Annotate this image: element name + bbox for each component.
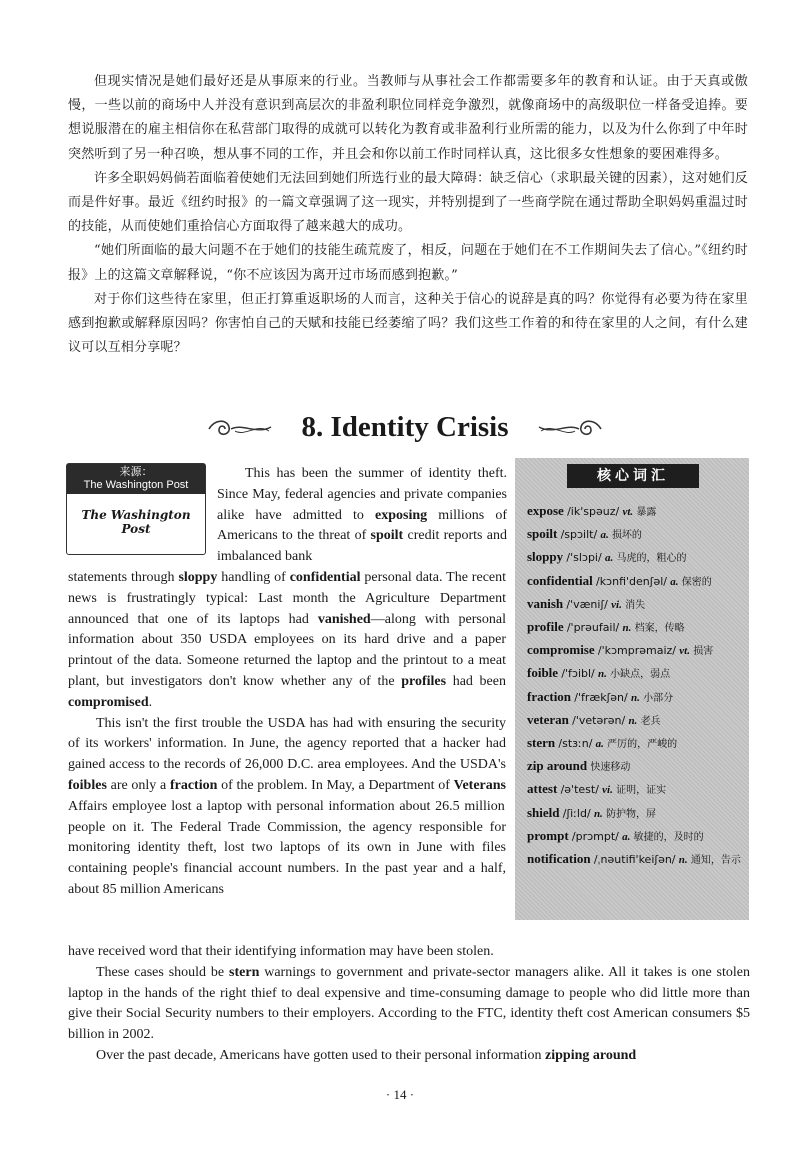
vocab-meaning: 防护物，屏 [606,808,657,820]
vocab-item [527,523,743,546]
vocab-highlight: sloppy [178,570,218,585]
newspaper-logo: The Washington Post [81,508,191,536]
vocab-item [527,639,743,662]
vocabulary-box [515,458,749,920]
chinese-paragraph: 但现实情况是她们最好还是从事原来的行业。当教师与从事社会工作都需要多年的教育和认证。由于天真或傲慢，一些以前的商场中人并没有意识到高层次的非盈利职位同样竞争激烈，就像商场中的高级职位一样备受追捧。要想说服潜在的雇主相信你在私营部门取得的成就可以转化为教育或非盈利行业所需的能力，以及为什么你到了中年时突然听到了另一种召唤，想从事不同的工作，并且会和你以前工作时同样认真，这比很多女性想象的要困难得多。 [68,74,748,162]
vocab-item [527,662,743,685]
vocab-meaning: 保密的 [681,576,712,588]
chinese-text-section [68,70,748,360]
article-body-full [68,942,750,1067]
vocab-highlight: stern [229,964,260,980]
vocab-meaning: 严厉的，严峻的 [607,739,678,751]
vocab-pos: a. [670,575,679,588]
vocab-meaning: 暴露 [636,507,657,518]
page-number: · 14 · [385,1087,415,1102]
vocab-item [527,802,743,825]
vocab-meaning: 马虎的，粗心的 [616,553,687,565]
vocab-word: compromise [527,642,595,658]
vocab-meaning: 敏捷的，及时的 [633,831,704,843]
vocab-pos: n. [598,668,607,681]
vocab-meaning: 快速移动 [590,762,631,774]
vocab-pos: vi. [611,598,622,611]
vocab-word: vanish [527,595,564,611]
article-title: 8. Identity Crisis [301,411,509,443]
vocab-pos: vt. [679,645,690,658]
source-name: The Washington Post [83,479,189,491]
vocab-phonetic: /'fɔibl/ [561,667,595,681]
vocab-item [527,593,743,616]
vocabulary-list [527,500,743,871]
vocab-item [527,570,743,593]
vocab-item [527,500,743,523]
chinese-paragraph: 许多全职妈妈倘若面临着使她们无法回到她们所选行业的最大障碍：缺乏信心（求职最关键的因素），这对她们反而是件好事。最近《纽约时报》的一篇文章强调了这一现实，并特别提到了一些商学院在通过帮助全职妈妈重温过时的技能，从而使她们重拾信心方面取得了越来越大的成功。 [68,170,748,235]
vocab-meaning: 老兵 [640,715,661,727]
vocab-word: sloppy [527,549,564,565]
vocab-item [527,848,743,871]
vocab-phonetic: /kɔnfi'denʃəl/ [595,574,667,588]
vocab-highlight: zipping around [545,1047,637,1063]
body-text: —along with personal information about 350 USDA employees on its hard drive and a paper printout of the data. Someone returned the laptop and the printout to a meat plant, but investigators don't know whether any of the [68,611,506,689]
body-text: . [148,694,153,710]
vocab-pos: n. [622,622,632,635]
vocab-highlight: vanished [317,611,371,627]
vocab-highlight: compromised [68,694,149,710]
vocab-meaning: 通知，告示 [690,855,741,867]
vocab-item [527,616,743,639]
vocab-phonetic: /ʃiːld/ [562,806,591,820]
vocab-item [527,755,743,778]
vocab-word: fraction [527,688,572,704]
vocab-item [527,709,743,732]
vocab-meaning: 档案，传略 [634,623,685,635]
vocab-phonetic: /ik'spəuz/ [567,505,620,518]
body-text: handling of [217,570,290,585]
body-text: These cases should be [96,964,230,980]
vocab-word: zip around [527,758,588,774]
vocab-highlight: fraction [169,777,218,793]
vocab-item [527,686,743,709]
vocab-highlight: exposing [375,507,428,523]
body-text: personal data. The recent news is frustratingly typical: Last month the Agriculture Department announced that one of its laptops had [68,570,507,627]
body-text: Affairs employee lost a laptop with personal information about 26.5 million people on it. The Federal Trade Commission, the agency responsible for monitoring identity theft, lost two laptops of its own in June with files containing people's financial account numbers. In the past year and a half, about 85 million Americans [68,798,506,897]
vocab-phonetic: /'prəufail/ [566,621,620,635]
vocab-word: spoilt [527,526,558,542]
body-text: had been [446,673,506,689]
vocab-word: profile [527,619,564,635]
vocab-pos: vi. [602,784,613,797]
vocab-phonetic: /prɔmpt/ [571,829,619,843]
body-text: of the problem. In May, a Department of [217,777,454,793]
vocab-highlight: Veterans [453,777,506,793]
article-paragraph-1-top [217,464,507,568]
vocab-item [527,546,743,569]
right-ornament-icon [537,417,605,441]
vocab-word: attest [527,781,558,797]
vocab-phonetic: /ˌnəutifi'keiʃən/ [593,853,676,867]
vocab-highlight: profiles [401,673,447,689]
chinese-paragraph: 对于你们这些待在家里，但正打算重返职场的人而言，这种关于信心的说辞是真的吗？你觉得有必要为待在家里感到抱歉或解释原因吗？你害怕自己的天赋和技能已经萎缩了吗？我们这些工作着的和待在家里的人之间，有什么建议可以互相分享呢？ [68,291,748,356]
vocab-word: foible [527,665,559,681]
body-text: credit reports and imbalanced bank [217,528,507,565]
article-body-left [68,568,506,901]
vocab-meaning: 证明，证实 [616,785,667,797]
vocab-word: shield [527,804,560,820]
vocab-pos: vt. [622,506,634,518]
vocab-highlight: spoilt [370,528,404,544]
body-text: statements through [68,570,179,585]
vocab-phonetic: /spɔilt/ [560,528,598,542]
vocab-pos: a. [604,552,614,565]
vocab-pos: a. [600,529,609,542]
body-text: millions of Americans to the threat of [217,507,507,544]
vocab-item [527,825,743,848]
vocab-highlight: foibles [68,777,107,793]
vocab-phonetic: /stɜːn/ [558,737,593,751]
source-header [67,464,205,494]
vocab-word: stern [527,735,556,751]
body-text: This isn't the first trouble the USDA has had with ensuring the security of its workers' information. In June, the agency reported that a hacker had gained access to the records of 26,000 D.C. area employees. And the USDA's [68,715,506,773]
vocab-item [527,778,743,801]
vocab-highlight: confidential [289,570,361,585]
source-box [66,463,206,555]
vocab-word: prompt [527,827,569,843]
vocab-word: veteran [527,711,569,727]
vocab-meaning: 损坏的 [611,530,642,542]
vocab-item [527,732,743,755]
chinese-paragraph: “她们所面临的最大问题不在于她们的技能生疏荒废了，相反，问题在于她们在不工作期间失去了信心。”《纽约时报》上的这篇文章解释说，“你不应该因为离开过市场而感到抱歉。” [68,243,748,283]
vocab-meaning: 损害 [693,646,714,658]
source-label: 来源： [119,466,153,478]
vocab-pos: n. [630,691,640,704]
vocab-pos: n. [593,807,603,820]
vocab-phonetic: /'slɔpi/ [566,551,602,565]
body-text: warnings to government and private-sector managers alike. All it takes is one stolen laptop in the hands of the right thief to deal expensive and time-consuming damage to people who did little more than give their Social Security numbers to their employers. According to the FTC, identity theft cost American consumers $5 billion in 2002. [68,964,750,1043]
vocab-phonetic: /'kɔmprəmaiz/ [597,644,677,658]
vocab-phonetic: /ə'test/ [560,783,599,797]
body-text: are only a [106,777,170,793]
vocab-word: expose [527,503,564,518]
vocab-pos: a. [622,830,631,843]
vocabulary-title: 核心词汇 [567,464,699,488]
vocab-meaning: 小缺点，弱点 [610,669,671,681]
vocab-meaning: 小部分 [643,692,674,704]
left-ornament-icon [205,417,273,441]
vocab-phonetic: /'frækʃən/ [574,690,628,704]
vocab-word: notification [527,851,591,867]
vocab-pos: n. [628,714,638,727]
body-text: This has been the summer of identity theft. Since May, federal agencies and private companies alike have admitted to [217,466,507,523]
vocab-meaning: 消失 [625,599,646,611]
article-title-row [205,405,605,449]
vocab-phonetic: /'væniʃ/ [566,597,608,611]
vocab-pos: n. [678,854,688,867]
body-text: have received word that their identifying information may have been stolen. [68,944,494,959]
body-text: Over the past decade, Americans have gotten used to their personal information [96,1047,546,1063]
vocab-word: confidential [527,572,593,588]
vocab-phonetic: /'vetərən/ [572,713,626,727]
vocab-pos: a. [595,738,604,751]
